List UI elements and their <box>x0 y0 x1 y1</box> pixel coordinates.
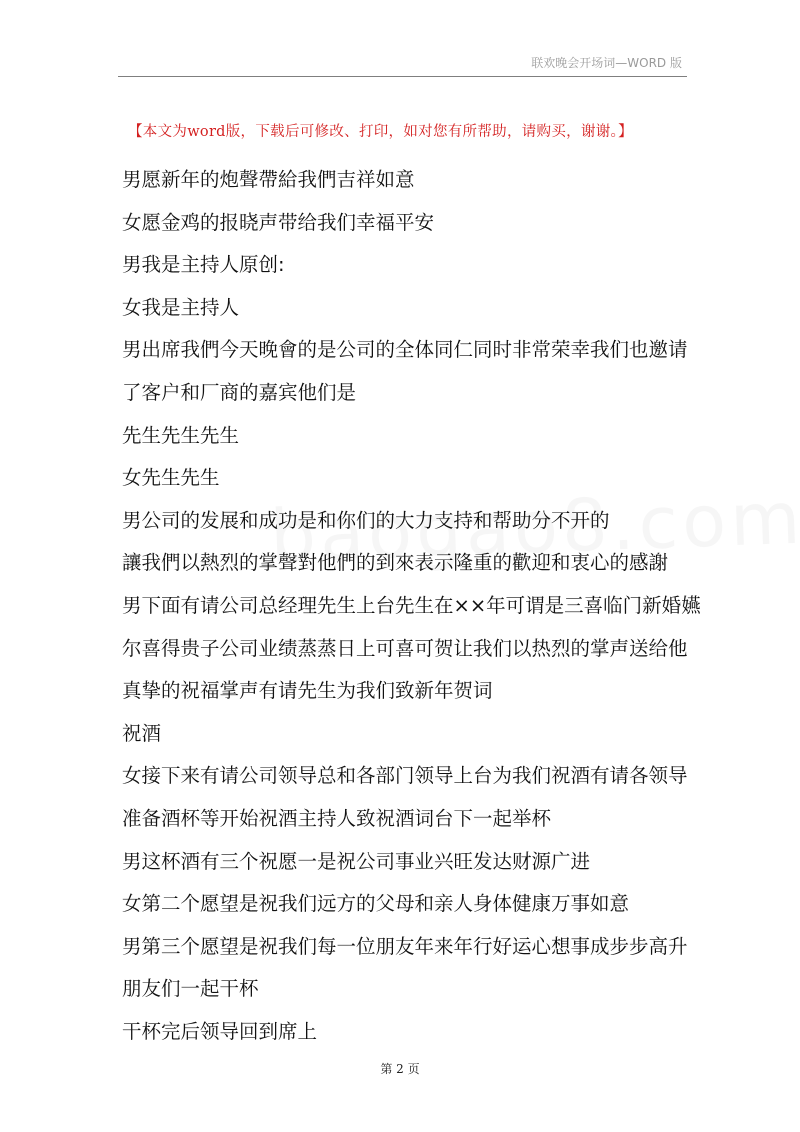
body-line: 了客户和厂商的嘉宾他们是 <box>122 380 357 404</box>
body-line: 女我是主持人 <box>122 295 240 319</box>
body-line: 男愿新年的炮聲帶給我們吉祥如意 <box>122 168 415 191</box>
body-line: 准备酒杯等开始祝酒主持人致祝酒词台下一起举杯 <box>122 806 552 830</box>
body-line: 男我是主持人原创: <box>122 253 285 277</box>
body-line: 讓我們以熱烈的掌聲對他們的到來表示隆重的歡迎和衷心的感謝 <box>122 551 669 575</box>
body-line: 女愿金鸡的报晓声带给我们幸福平安 <box>122 210 435 234</box>
header-divider <box>118 76 687 77</box>
body-line: 干杯完后领导回到席上 <box>122 1019 318 1043</box>
body-line: 祝酒 <box>122 721 162 745</box>
document-header-title: 联欢晚会开场词—WORD 版 <box>531 56 682 70</box>
body-line: 先生先生先生 <box>122 423 240 447</box>
body-line: 男第三个愿望是祝我们每一位朋友年来年行好运心想事成步步高升 <box>122 934 688 958</box>
body-line: 女接下来有请公司领导总和各部门领导上台为我们祝酒有请各领导 <box>122 764 688 788</box>
body-line: 真挚的祝福掌声有请先生为我们致新年贺词 <box>122 679 493 703</box>
body-line: 朋友们一起干杯 <box>122 977 259 1001</box>
body-line: 尔喜得贵子公司业绩蒸蒸日上可喜可贺让我们以热烈的掌声送给他 <box>122 636 688 660</box>
body-line: 女第二个愿望是祝我们远方的父母和亲人身体健康万事如意 <box>122 892 630 916</box>
body-line: 男这杯酒有三个祝愿一是祝公司事业兴旺发达财源广进 <box>122 849 591 873</box>
body-line: 男出席我們今天晚會的是公司的全体同仁同时非常荣幸我们也邀请 <box>122 338 688 362</box>
body-line: 男下面有请公司总经理先生上台先生在××年可谓是三喜临门新婚嬿 <box>122 593 701 617</box>
document-body <box>122 163 701 1057</box>
body-line: 女先生先生 <box>122 466 220 490</box>
body-line: 男公司的发展和成功是和你们的大力支持和帮助分不开的 <box>122 508 610 532</box>
page-number: 第 2 页 <box>380 1062 420 1076</box>
purchase-notice: 【本文为word版，下载后可修改、打印，如对您有所帮助，请购买，谢谢。】 <box>128 124 633 140</box>
